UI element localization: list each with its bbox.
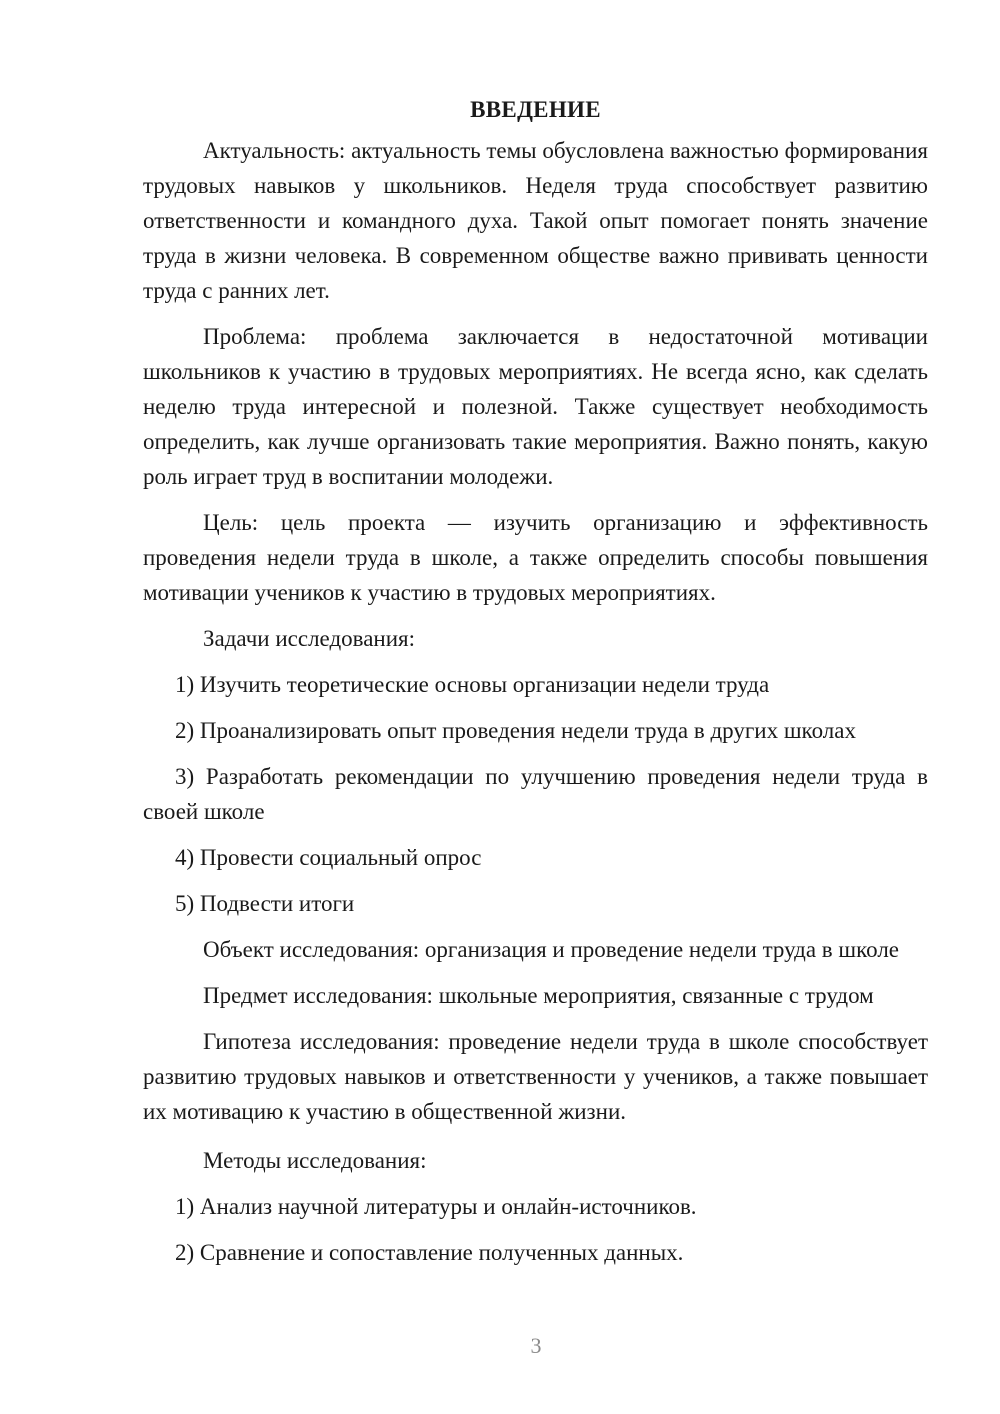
task-item-2: 2) Проанализировать опыт проведения недели труда в других школах <box>175 718 856 743</box>
document-page <box>143 92 928 1270</box>
task-item-4: 4) Провести социальный опрос <box>175 845 482 870</box>
methods-heading: Методы исследования: <box>203 1148 427 1173</box>
task-item-1: 1) Изучить теоретические основы организации недели труда <box>175 672 770 697</box>
section-title: ВВЕДЕНИЕ <box>470 97 601 122</box>
paragraph-relevance: Актуальность: актуальность темы обусловлена важностью формирования трудовых навыков у школьников. Неделя труда способствует развитию ответственности и командного духа. Такой опыт помогает понять значение труда в жизни человека. В современном обществе важно прививать ценности труда с ранних лет. <box>143 138 928 303</box>
paragraph-goal: Цель: цель проекта — изучить организацию и эффективность проведения недели труда в школе, а также определить способы повышения мотивации учеников к участию в трудовых мероприятиях. <box>143 510 928 605</box>
method-item-1: 1) Анализ научной литературы и онлайн-источников. <box>175 1194 697 1219</box>
paragraph-subject: Предмет исследования: школьные мероприятия, связанные с трудом <box>203 983 874 1008</box>
tasks-heading: Задачи исследования: <box>203 626 416 651</box>
paragraph-problem: Проблема: проблема заключается в недостаточной мотивации школьников к участию в трудовых мероприятиях. Не всегда ясно, как сделать неделю труда интересной и полезной. Также существует необходимость определить, как лучше организовать такие мероприятия. Важно понять, какую роль играет труд в воспитании молодежи. <box>143 324 928 489</box>
task-item-5: 5) Подвести итоги <box>175 891 355 916</box>
task-item-3: 3) Разработать рекомендации по улучшению проведения недели труда в своей школе <box>143 764 928 824</box>
paragraph-hypothesis: Гипотеза исследования: проведение недели труда в школе способствует развитию трудовых навыков и ответственности у учеников, а также повышает их мотивацию к участию в общественной жизни. <box>143 1029 928 1124</box>
method-item-2: 2) Сравнение и сопоставление полученных данных. <box>175 1240 684 1265</box>
page-number: 3 <box>530 1333 542 1358</box>
paragraph-object: Объект исследования: организация и проведение недели труда в школе <box>203 937 900 962</box>
